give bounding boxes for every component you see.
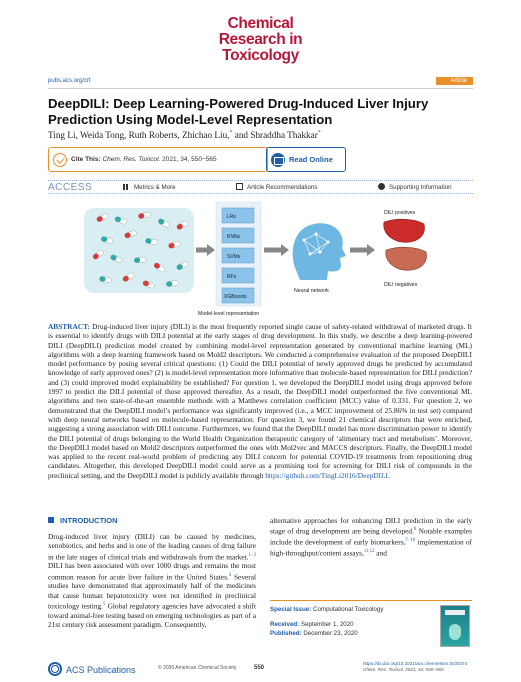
body-text-segment: alternative approaches for enhancing DILI prediction in the early stage of drug development are being developed. (270, 516, 472, 536)
page-number: 550 (254, 665, 265, 671)
journal-logo[interactable] (0, 16, 521, 64)
body-text-segment: DILI has been associated with over 1000 drugs and remains the most common reason for acute liver failure in the United States. (48, 561, 256, 582)
checkmark-icon (53, 153, 67, 167)
author-name[interactable]: Weida Tong, (79, 130, 127, 141)
arrow-right-icon (367, 244, 375, 256)
reference-link[interactable]: 1−3 (248, 552, 256, 558)
acs-publications-logo[interactable] (48, 662, 136, 676)
author-name[interactable]: Zhichao Liu, (182, 130, 230, 141)
abstract-end: . (387, 470, 390, 480)
author-list (48, 130, 321, 140)
received-date: September 1, 2020 (300, 621, 354, 628)
cite-text (71, 156, 217, 163)
author-name[interactable]: and Shraddha Thakkar (234, 130, 318, 141)
introduction-heading[interactable] (48, 516, 256, 525)
liver-negative-icon (386, 247, 427, 270)
corresponding-author-mark[interactable]: * (229, 130, 233, 136)
metrics-link[interactable] (123, 183, 176, 192)
reference-link[interactable]: 4 (228, 572, 232, 578)
cite-detail: 2021, 34, 550−565 (162, 156, 217, 163)
body-text-segment: implementation of high-throughput/content assays, (270, 537, 472, 558)
received-line (270, 621, 354, 628)
published-label: Published: (270, 630, 302, 637)
section-square-icon (48, 517, 54, 523)
doi-block (363, 661, 473, 673)
read-online-label: Read Online (289, 155, 333, 164)
reference-link[interactable]: 7−10 (405, 538, 416, 544)
author-name[interactable]: Ting Li, (48, 130, 78, 141)
cite-label: Cite This: (71, 156, 101, 163)
cite-this-box[interactable] (48, 147, 268, 172)
bar-chart-icon (123, 184, 130, 190)
github-link[interactable]: https://github.com/TingLi2016/DeepDILI (265, 470, 388, 480)
received-label: Received: (270, 621, 300, 628)
header-bar (48, 78, 473, 87)
reference-link[interactable]: 5 (103, 601, 106, 607)
model-boxes (222, 208, 254, 303)
access-label: ACCESS (48, 182, 93, 193)
journal-logo-line3: Toxicology (222, 47, 299, 64)
doi-link[interactable]: https://dx.doi.org/10.1021/acs.chemrestox.0c00374 (363, 661, 468, 666)
abstract-text: Drug-induced liver injury (DILI) is the most frequently reported single cause of safety-related withdrawal of marketed drugs. It is essential to identify drugs with DILI potential at the early stages of drug development. In this study, we describe a deep learning-powered DILI (DeepDILI) prediction model created by combining model-level representation generated by conventional machine learning (ML) algorithms with a deep learning framework based on Mold2 descriptors. We conducted a comprehensive evaluation of the proposed DeepDILI model performance by posing several critical questions: (1) Could the DILI potential of newly approved drugs be predicted by accumulated knowledge of early approved ones? (2) is model-level representation more informative than molecule-based representation for DILI prediction? and (3) could improved model explainability be established? For question 1, we developed the DeepDILI model using drugs approved before 1997 to predict the DILI potential of those approved thereafter. As a result, the DeepDILI model outperformed the five conventional ML algorithms and two state-of-the-art ensemble methods with a Matthews correlation coefficient (MCC) value of 0.331. For question 2, we demonstrated that the DeepDILI model’s performance was significantly improved (i.e., a MCC improvement of 25.86% in test set) compared with deep neural networks based on molecule-based representation. For question 3, we found 21 chemical descriptors that were enriched, suggesting a strong association with DILI outcome. Furthermore, we found that the DeepDILI model has more discrimination power to identify the DILI potential of drugs belonging to the World Health Organization therapeutic category of ‘alimentary tract and metabolism’. Moreover, the DeepDILI model based on Mold2 descriptors outperformed the ones with Mol2vec and MACCS descriptors. Finally, the DeepDILI model was applied to the recent real-world problem of predicting any DILI concern for potential COVID-19 treatments from repositioning drug candidates. Altogether, this developed DeepDILI model could serve as a promising tool for screening for DILI risk of compounds in the preclinical setting, and the DeepDILI model is publicly available through (48, 322, 472, 480)
metrics-label: Metrics & More (134, 184, 176, 191)
abstract (48, 322, 472, 480)
plus-circle-icon (378, 183, 385, 190)
introduction-heading-label: INTRODUCTION (60, 516, 118, 525)
body-text-segment: Drug-induced liver injury (DILI) can be caused by medicines, xenobiotics, and herbs and is one of the leading causes of drug failure in the late stages of clinical trials and withdrawals from the market. (48, 532, 256, 562)
svg-text:RFs: RFs (227, 274, 237, 280)
corresponding-author-mark[interactable]: * (317, 130, 321, 136)
journal-logo-line1: Chemical (227, 15, 294, 32)
journal-url-link[interactable]: pubs.acs.org/crt (48, 78, 91, 84)
copyright-notice: © 2020 American Chemical Society (158, 665, 237, 671)
introduction-paragraph (48, 532, 256, 629)
issue-info-box (270, 600, 472, 648)
svg-text:SVMs: SVMs (227, 254, 241, 260)
supporting-info-label: Supporting Information (389, 184, 452, 191)
abstract-label: ABSTRACT: (48, 322, 90, 331)
svg-text:KNNs: KNNs (227, 234, 241, 240)
read-online-icon (271, 153, 285, 167)
toc-graphic (84, 200, 464, 320)
special-issue-line (270, 606, 383, 613)
dili-negative-label: DILI negatives (384, 282, 418, 288)
special-issue-label: Special Issue: (270, 606, 312, 613)
neural-network-caption: Neural network (294, 288, 329, 294)
reference-link[interactable]: 11,12 (363, 548, 375, 554)
article-type-badge: Article (436, 77, 473, 85)
header-divider (48, 88, 473, 89)
svg-text:XGBoosts: XGBoosts (224, 294, 247, 300)
reference-link[interactable]: 6 (413, 527, 417, 533)
publisher-name: ACS Publications (66, 665, 136, 675)
body-text-segment: Several studies have demonstrated that approximately half of the medicines that cause human hepatotoxicity were not identified in preclinical toxicology testing. (48, 572, 256, 611)
supporting-info-link[interactable] (378, 183, 452, 192)
author-name[interactable]: Ruth Roberts, (128, 130, 180, 141)
arrow-right-icon (207, 244, 215, 256)
recommendations-label: Article Recommendations (247, 184, 318, 191)
body-text-segment: and (374, 548, 387, 558)
footer-citation: Chem. Res. Toxicol. 2021, 34, 550−565 (363, 667, 444, 672)
document-icon (236, 183, 243, 190)
journal-logo-line2: Research in (218, 31, 303, 48)
body-text-segment: Global regulatory agencies have advocated a shift toward animal-free testing based on emerging technologies as part of a 21st century risk assessment paradigm. Consequently, (48, 601, 256, 629)
arrow-right-icon (281, 244, 289, 256)
introduction-paragraph-continued (270, 516, 472, 558)
journal-cover-thumbnail[interactable] (440, 605, 470, 647)
page-footer (48, 661, 473, 678)
published-date: December 23, 2020 (303, 630, 358, 637)
article-title: DeepDILI: Deep Learning-Powered Drug-Induced Liver Injury Prediction Using Model-Level Representation (48, 96, 429, 127)
cite-journal: Chem. Res. Toxicol. (102, 156, 161, 163)
toc-graphic-svg (84, 200, 464, 320)
read-online-button[interactable] (266, 147, 346, 172)
acs-logo-icon (48, 662, 62, 676)
svg-text:LRs: LRs (227, 214, 236, 220)
access-bar (48, 180, 473, 194)
neural-network-head-icon (293, 223, 346, 280)
introduction-right-column (270, 516, 472, 558)
published-line (270, 630, 358, 637)
introduction-left-column (48, 516, 256, 629)
liver-positive-icon (384, 219, 425, 242)
body-text-segment: Notable examples include the development of early biomarkers, (270, 526, 472, 547)
model-level-caption: Model-level representation (198, 311, 260, 317)
dili-positive-label: DILI positives (384, 210, 416, 216)
special-issue-value[interactable]: Computational Toxicology (313, 606, 384, 613)
recommendations-link[interactable] (236, 183, 318, 192)
